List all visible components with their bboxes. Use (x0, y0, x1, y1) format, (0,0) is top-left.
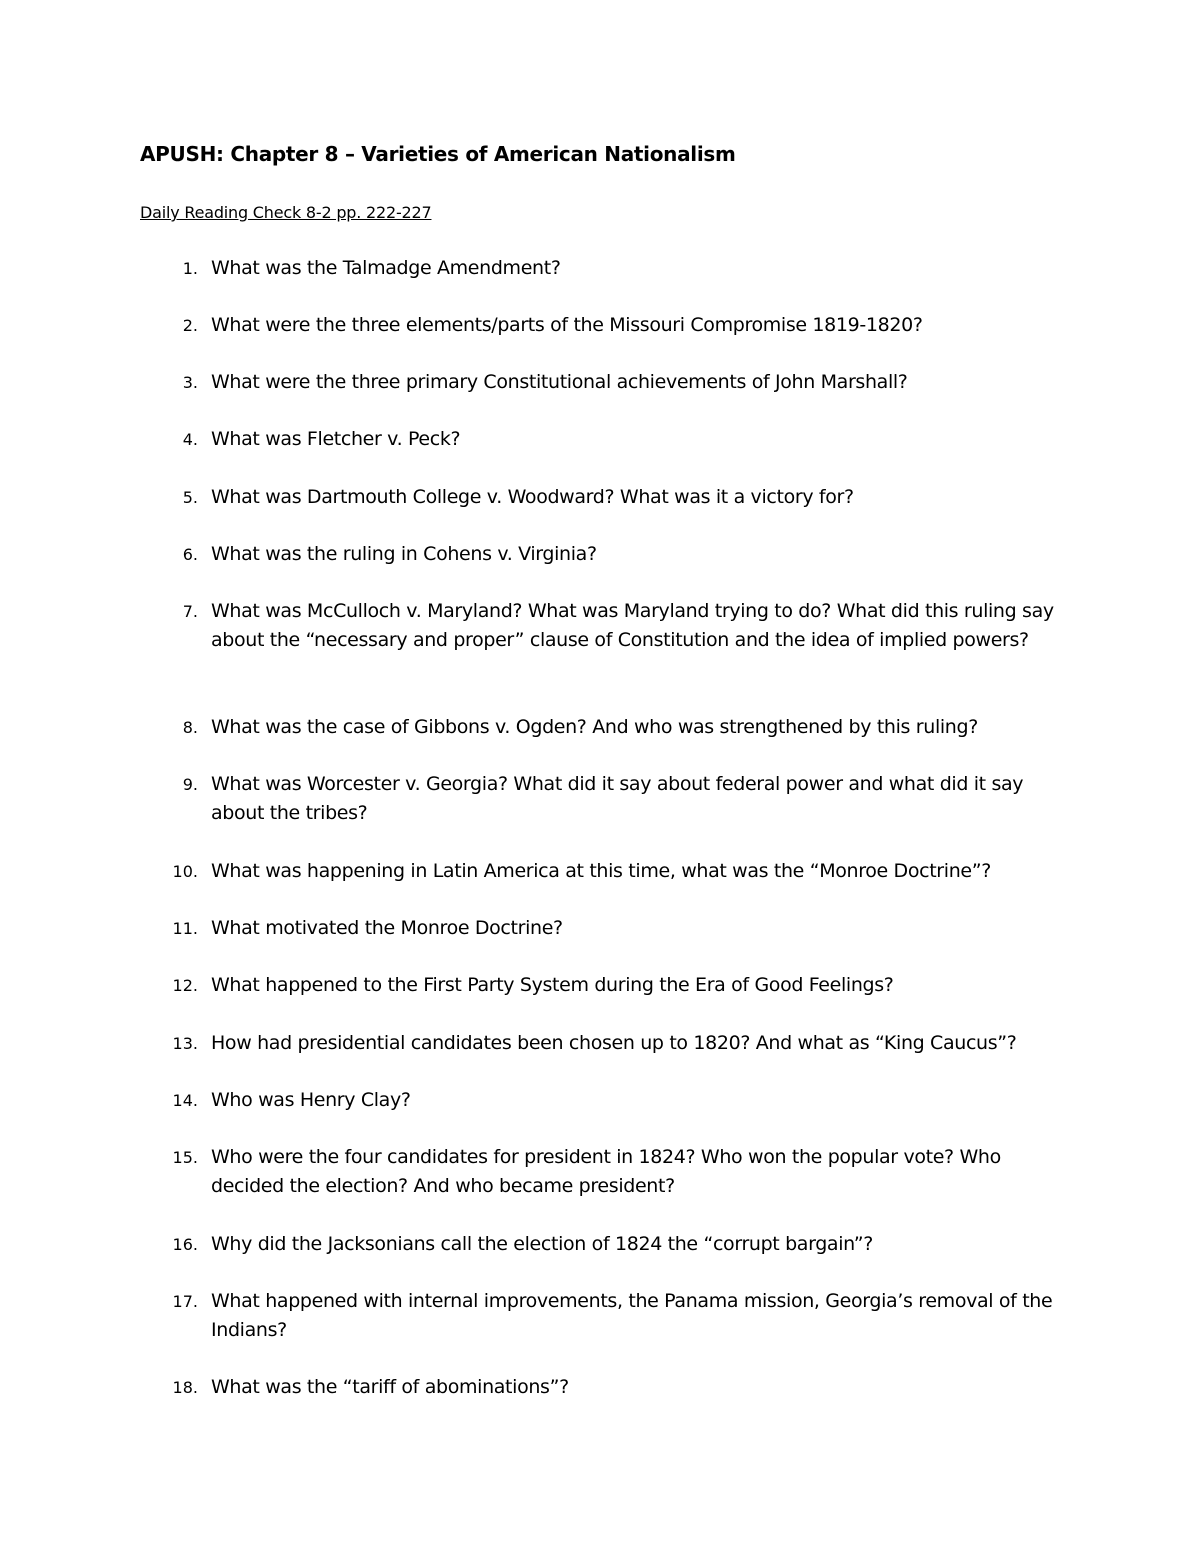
question-number: 10. (172, 862, 198, 881)
question-text: What happened with internal improvements, the Panama mission, Georgia’s removal of the Indians? (211, 1290, 1053, 1341)
question-number: 14. (172, 1091, 198, 1110)
question-text: Who were the four candidates for president in 1824? Who won the popular vote? Who decided the election? And who became president? (211, 1146, 1001, 1197)
question-number: 3. (182, 373, 198, 392)
question-text: What was the “tariff of abominations”? (211, 1376, 569, 1398)
question-number: 16. (172, 1235, 198, 1254)
question-number: 4. (182, 430, 198, 449)
question-text: Who was Henry Clay? (211, 1089, 411, 1111)
question-number: 8. (182, 718, 198, 737)
question-text: What was the Talmadge Amendment? (211, 257, 561, 279)
question-number: 15. (172, 1148, 198, 1167)
question-number: 5. (182, 488, 198, 507)
question-text: What was McCulloch v. Maryland? What was Maryland trying to do? What did this ruling say about the “necessary and proper” clause of Constitution and the idea of implied powers? (211, 600, 1054, 651)
question-number: 18. (172, 1378, 198, 1397)
question-number: 9. (182, 775, 198, 794)
question-text: What was Worcester v. Georgia? What did it say about federal power and what did it say about the tribes? (211, 773, 1024, 824)
question-number: 11. (172, 919, 198, 938)
question-text: What was Fletcher v. Peck? (211, 428, 461, 450)
document-subtitle: Daily Reading Check 8-2 pp. 222-227 (140, 203, 432, 222)
question-text: What were the three elements/parts of the Missouri Compromise 1819-1820? (211, 314, 923, 336)
question-text: What were the three primary Constitutional achievements of John Marshall? (211, 371, 908, 393)
question-number: 12. (172, 976, 198, 995)
question-text: What motivated the Monroe Doctrine? (211, 917, 563, 939)
question-text: What was the ruling in Cohens v. Virginia? (211, 543, 597, 565)
question-number: 13. (172, 1034, 198, 1053)
question-number: 6. (182, 545, 198, 564)
question-number: 7. (182, 602, 198, 621)
question-number: 2. (182, 316, 198, 335)
question-text: What was happening in Latin America at this time, what was the “Monroe Doctrine”? (211, 860, 991, 882)
question-text: How had presidential candidates been chosen up to 1820? And what as “King Caucus”? (211, 1032, 1017, 1054)
question-text: Why did the Jacksonians call the election of 1824 the “corrupt bargain”? (211, 1233, 874, 1255)
question-text: What happened to the First Party System during the Era of Good Feelings? (211, 974, 894, 996)
question-number: 17. (172, 1292, 198, 1311)
question-text: What was the case of Gibbons v. Ogden? And who was strengthened by this ruling? (211, 716, 978, 738)
question-number: 1. (182, 259, 198, 278)
document-title: APUSH: Chapter 8 – Varieties of American Nationalism (140, 142, 736, 166)
question-text: What was Dartmouth College v. Woodward? What was it a victory for? (211, 486, 854, 508)
